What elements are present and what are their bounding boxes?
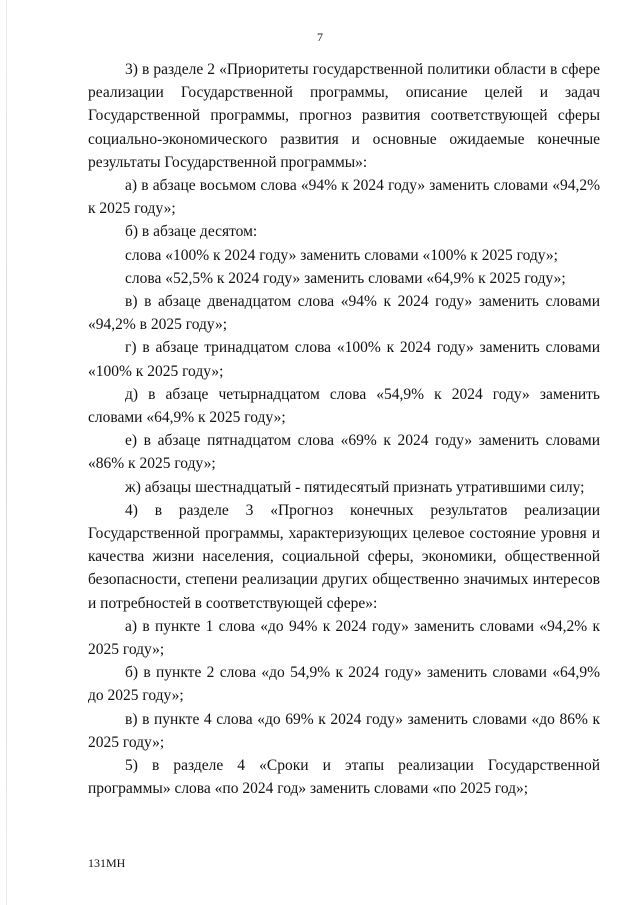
page-number: 7	[317, 30, 323, 44]
paragraph: 3) в разделе 2 «Приоритеты государственной политики области в сфере реализации Государственной программы, описание целей и задач Государственной программы, прогноз развития соответствующей сферы социально-экономического развития и основные ожидаемые конечные результаты Государственной программы»:	[88, 61, 600, 171]
paragraph: б) в абзаце десятом:	[125, 223, 258, 241]
paragraph: д) в абзаце четырнадцатом слова «54,9% к 2024 году» заменить словами «64,9% к 2025 году»;	[88, 385, 600, 427]
paragraph: 5) в разделе 4 «Сроки и этапы реализации Государственной программы» слова «по 2024 год» заменить словами «по 2025 год»;	[88, 757, 600, 798]
paragraph: а) в абзаце восьмом слова «94% к 2024 году» заменить словами «94,2% к 2025 году»;	[88, 177, 600, 218]
paragraph: а) в пункте 1 слова «до 94% к 2024 году» заменить словами «94,2% к 2025 году»;	[88, 617, 600, 659]
document-body	[88, 58, 600, 801]
paragraph: ж) абзацы шестнадцатый - пятидесятый признать утратившими силу;	[125, 478, 585, 496]
paragraph: 4) в разделе 3 «Прогноз конечных результатов реализации Государственной программы, характеризующих целевое состояние уровня и качества жизни населения, социальной сферы, экономики, общественной безопасности, степени реализации других общественно значимых интересов и потребностей в соответствующей сфере»:	[88, 501, 600, 612]
paragraph: е) в абзаце пятнадцатом слова «69% к 2024 году» заменить словами «86% к 2025 году»;	[88, 432, 600, 473]
paragraph: в) в абзаце двенадцатом слова «94% к 2024 году» заменить словами «94,2% в 2025 году»;	[88, 293, 600, 334]
scan-edge	[6, 0, 7, 905]
footer-code: 131МН	[88, 856, 126, 870]
paragraph: слова «52,5% к 2024 году» заменить словами «64,9% к 2025 году»;	[125, 269, 566, 287]
paragraph: г) в абзаце тринадцатом слова «100% к 2024 году» заменить словами «100% к 2025 году»;	[88, 339, 600, 380]
paragraph: б) в пункте 2 слова «до 54,9% к 2024 году» заменить словами «64,9% до 2025 году»;	[88, 664, 600, 705]
paragraph: слова «100% к 2024 году» заменить словами «100% к 2025 году»;	[125, 246, 558, 264]
paragraph: в) в пункте 4 слова «до 69% к 2024 году» заменить словами «до 86% к 2025 году»;	[88, 710, 600, 751]
